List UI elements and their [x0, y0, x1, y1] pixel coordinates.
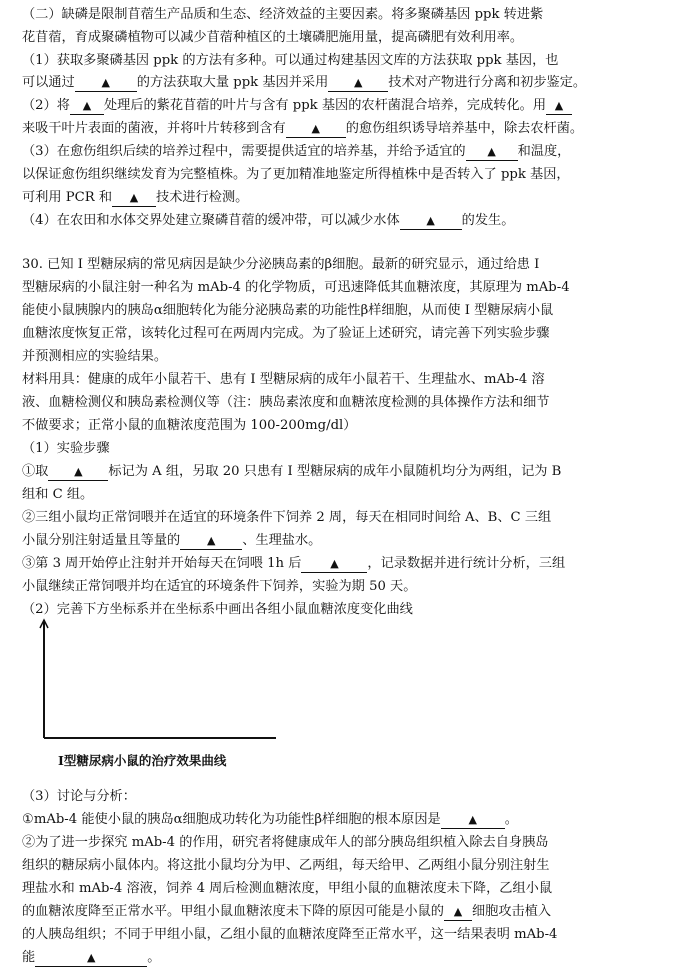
q30-step2-line1: ②三组小鼠均正常饲喂并在适宜的环境条件下饲养 2 周，每天在相同时间给 A、B、C 三组 — [22, 510, 552, 525]
blank-coordinate-axes[interactable] — [38, 618, 278, 740]
q30-steps-heading: （1）实验步骤 — [22, 441, 110, 456]
q30-disc1-line: ①mAb-4 能使小鼠的胰岛α细胞成功转化为功能性β样细胞的根本原因是 ▲ 。 — [22, 812, 518, 827]
q30-materials-line3: 不做要求；正常小鼠的血糖浓度范围为 100-200mg/dl） — [22, 418, 357, 433]
sec1-q3-line2: 以保证愈伤组织继续发育为完整植株。为了更加精准地鉴定所得植株中是否转入了 ppk 基因， — [22, 167, 570, 182]
q30-materials-line2: 液、血糖检测仪和胰岛素检测仪等（注：胰岛素浓度和血糖浓度检测的具体操作方法和细节 — [22, 395, 550, 410]
answer-blank[interactable]: ▲ — [328, 75, 388, 92]
q30-stem-line3: 能使小鼠胰腺内的胰岛α细胞转化为能分泌胰岛素的功能性β样细胞，从而使 I 型糖尿病小鼠 — [22, 303, 554, 318]
q30-step1-line2: 组和 C 组。 — [22, 487, 94, 502]
q30-disc2-line1: ②为了进一步探究 mAb-4 的作用，研究者将健康成年人的部分胰岛组织植入除去自身胰岛 — [22, 835, 549, 850]
answer-blank[interactable]: ▲ — [180, 533, 242, 550]
q30-stem-line1: 30. 已知 I 型糖尿病的常见病因是缺少分泌胰岛素的β细胞。最新的研究显示，通过给患 I — [22, 257, 540, 272]
sec1-q3-line1: （3）在愈伤组织后续的培养过程中，需要提供适宜的培养基，并给予适宜的 ▲ 和温度， — [22, 144, 571, 159]
sec1-intro-line2: 花苜蓿，育成聚磷植物可以减少苜蓿种植区的土壤磷肥施用量，提高磷肥有效利用率。 — [22, 30, 524, 45]
answer-blank[interactable]: ▲ — [441, 812, 505, 829]
sec1-q2-line1: （2）将 ▲ 处理后的紫花苜蓿的叶片与含有 ppk 基因的农杆菌混合培养，完成转化。用 ▲ — [22, 96, 682, 116]
q30-step2-line2: 小鼠分别注射适量且等量的 ▲ 、生理盐水。 — [22, 533, 322, 548]
answer-blank[interactable]: ▲ — [70, 98, 104, 115]
sec1-q2-line2: 来吸干叶片表面的菌液，并将叶片转移到含有 ▲ 的愈伤组织诱导培养基中，除去农杆菌。 — [22, 121, 584, 136]
answer-blank[interactable]: ▲ — [112, 190, 156, 207]
sec1-intro-line1: （二）缺磷是限制苜蓿生产品质和生态、经济效益的主要因素。将多聚磷基因 ppk 转进紫 — [22, 7, 544, 22]
sec1-q3-line3: 可利用 PCR 和 ▲ 技术进行检测。 — [22, 190, 249, 205]
answer-blank[interactable]: ▲ — [301, 556, 367, 573]
sec1-q1-line2: 可以通过 ▲ 的方法获取大量 ppk 基因并采用 ▲ 技术对产物进行分离和初步鉴定。 — [22, 75, 587, 90]
q30-step3-line2: 小鼠继续正常饲喂并均在适宜的环境条件下饲养，实验为期 50 天。 — [22, 579, 417, 594]
answer-blank[interactable]: ▲ — [286, 121, 346, 138]
q30-disc2-line5: 的人胰岛组织；不同于甲组小鼠，乙组小鼠的血糖浓度降至正常水平，这一结果表明 mAb-4 — [22, 927, 558, 942]
q30-step1-line1: ①取 ▲ 标记为 A 组，另取 20 只患有 I 型糖尿病的成年小鼠随机均分为两组，记为 B — [22, 464, 562, 479]
answer-blank[interactable]: ▲ — [466, 144, 518, 161]
q30-disc2-line3: 理盐水和 mAb-4 溶液，饲养 4 周后检测血糖浓度，甲组小鼠的血糖浓度未下降，乙组小鼠 — [22, 881, 553, 896]
answer-blank[interactable]: ▲ — [48, 464, 108, 481]
q30-graph-heading: （2）完善下方坐标系并在坐标系中画出各组小鼠血糖浓度变化曲线 — [22, 602, 413, 617]
answer-blank[interactable]: ▲ — [35, 950, 147, 967]
q30-materials-line1: 材料用具：健康的成年小鼠若干、患有 I 型糖尿病的成年小鼠若干、生理盐水、mAb-4 溶 — [22, 372, 545, 387]
q30-disc2-line6: 能 ▲ 。 — [22, 950, 161, 965]
sec1-q1-line1: （1）获取多聚磷基因 ppk 的方法有多种。可以通过构建基因文库的方法获取 ppk 基因，也 — [22, 53, 559, 68]
q30-stem-line2: 型糖尿病的小鼠注射一种名为 mAb-4 的化学物质，可迅速降低其血糖浓度，其原理为 mAb-4 — [22, 280, 570, 295]
q30-stem-line4: 血糖浓度恢复正常，该转化过程可在两周内完成。为了验证上述研究，请完善下列实验步骤 — [22, 326, 550, 341]
q30-stem-line5: 并预测相应的实验结果。 — [22, 349, 168, 364]
graph-caption: I型糖尿病小鼠的治疗效果曲线 — [58, 753, 227, 768]
answer-blank[interactable]: ▲ — [546, 98, 572, 115]
q30-step3-line1: ③第 3 周开始停止注射并开始每天在饲喂 1h 后 ▲ ，记录数据并进行统计分析，三组 — [22, 556, 566, 571]
sec1-q4-line: （4）在农田和水体交界处建立聚磷苜蓿的缓冲带，可以减少水体 ▲ 的发生。 — [22, 213, 515, 228]
answer-blank[interactable]: ▲ — [400, 213, 462, 230]
answer-blank[interactable]: ▲ — [444, 904, 472, 921]
answer-blank[interactable]: ▲ — [75, 75, 137, 92]
q30-discussion-heading: （3）讨论与分析： — [22, 789, 136, 804]
q30-disc2-line2: 组织的糖尿病小鼠体内。将这批小鼠均分为甲、乙两组，每天给甲、乙两组小鼠分别注射生 — [22, 858, 550, 873]
q30-disc2-line4: 的血糖浓度降至正常水平。甲组小鼠血糖浓度未下降的原因可能是小鼠的 ▲ 细胞攻击植入 — [22, 904, 552, 919]
